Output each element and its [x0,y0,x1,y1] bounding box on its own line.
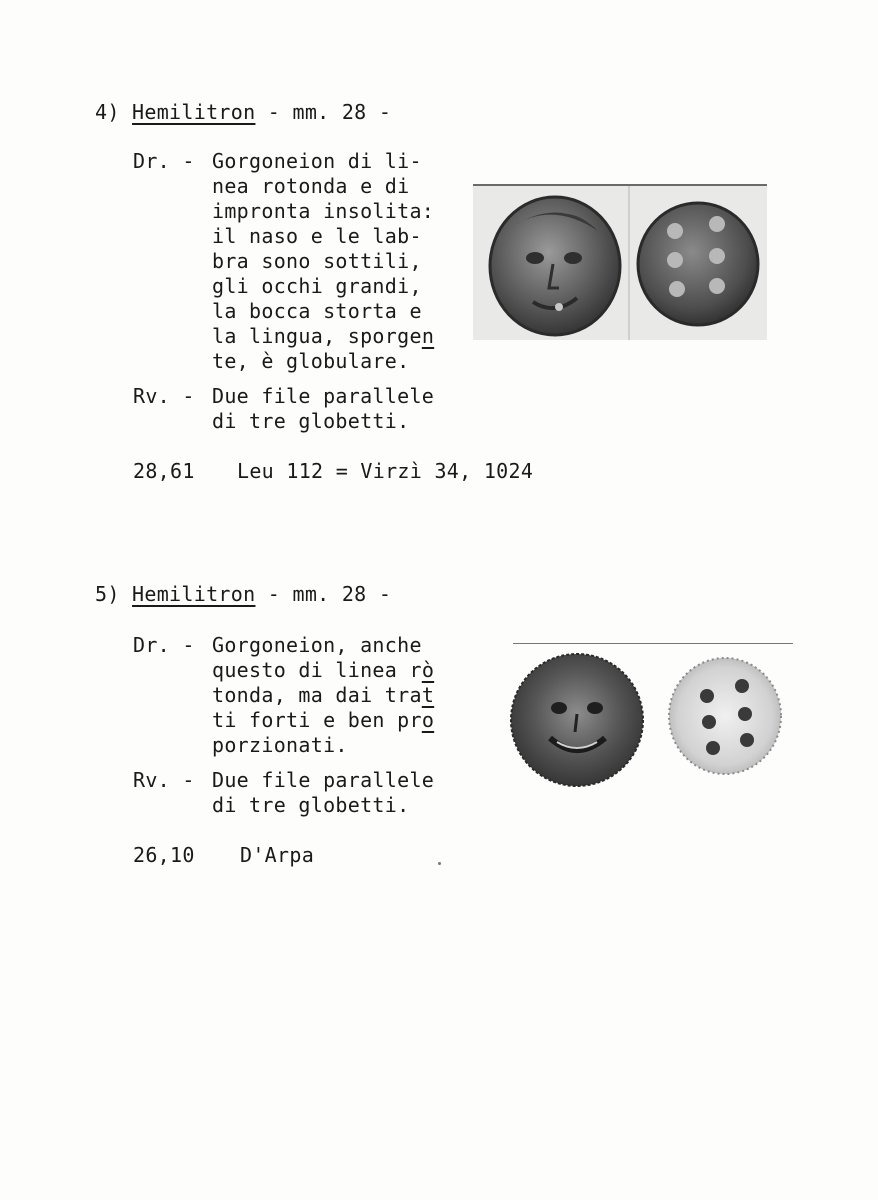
obverse-coin [511,654,643,786]
obverse-line [212,658,434,682]
obverse-line: porzionati. [212,733,348,757]
obverse-line: bra sono sottili, [212,249,422,273]
reverse-line: di tre globetti. [212,409,410,433]
reverse-line: di tre globetti. [212,793,410,817]
obverse-line: la bocca storta e [212,299,422,323]
entry-size: - mm. 28 - [255,582,392,606]
coin-photo-4 [473,184,767,340]
underlined-letter: o [421,708,435,732]
coin-reference: D'Arpa [240,843,315,867]
reverse-line: Due file parallele [212,768,435,792]
obverse-line: te, è globulare. [212,349,410,373]
reverse-coin [638,203,758,325]
underlined-letter: t [421,683,435,707]
reverse-line: Due file parallele [212,384,435,408]
entry-number: 4) [95,100,120,124]
obverse-label: Dr. - [133,633,195,657]
reverse-label: Rv. - [133,384,195,408]
obverse-line-text: tonda, ma dai tra [212,683,422,707]
obverse-line-text: questo di linea r [212,658,422,682]
obverse-line: il naso e le lab- [212,224,422,248]
paper-speck [438,862,441,865]
obverse-line-text: ti forti e ben pr [212,708,422,732]
reverse-coin [669,658,781,774]
coin-reference: Leu 112 = Virzì 34, 1024 [237,459,534,483]
obverse-line-text: la lingua, sporge [212,324,422,348]
underlined-letter: n [421,324,435,348]
coin-photo-4-art [473,186,767,340]
obverse-line: impronta insolita: [212,199,435,223]
obverse-line [212,324,434,348]
coin-photo-5-art [495,640,793,800]
obverse-line: gli occhi grandi, [212,274,422,298]
obverse-coin [490,197,620,335]
obverse-line [212,683,434,707]
coin-weight: 26,10 [133,843,195,867]
obverse-label: Dr. - [133,149,195,173]
obverse-line: Gorgoneion di li- [212,149,422,173]
obverse-line: nea rotonda e di [212,174,410,198]
entry-name: Hemilitron [132,100,256,124]
coin-photo-5 [495,640,793,800]
entry-name: Hemilitron [132,582,256,606]
entry-size: - mm. 28 - [255,100,392,124]
entry-number: 5) [95,582,120,606]
entry-heading [95,100,391,124]
obverse-line [212,708,434,732]
entry-heading [95,582,391,606]
underlined-letter: ò [421,658,435,682]
reverse-label: Rv. - [133,768,195,792]
coin-weight: 28,61 [133,459,195,483]
obverse-line: Gorgoneion, anche [212,633,422,657]
